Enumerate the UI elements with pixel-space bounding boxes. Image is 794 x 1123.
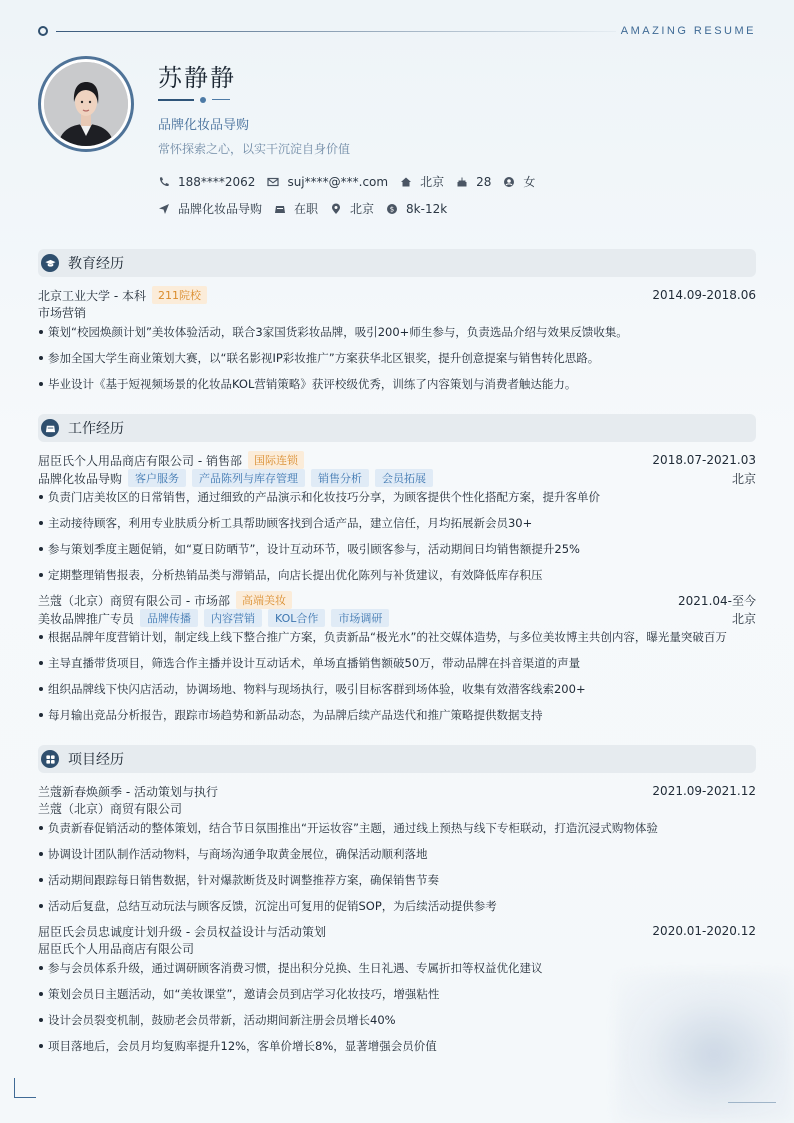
target-job-text: 品牌化妆品导购 [178,202,263,216]
skill-tag: KOL合作 [268,609,325,627]
project-date: 2020.01-2020.12 [652,924,756,938]
work-bullets [38,487,756,591]
target-city-item [330,200,374,217]
project-title: 屈臣氏会员忠诚度计划升级 - 会员权益设计与活动策划 [38,924,326,939]
grid-icon [41,750,59,768]
intention-row [158,200,459,217]
list-item: 根据品牌年度营销计划，制定线上线下整合推广方案，负责新品“极光水”的社交媒体造势，与多位美妆博主共创内容，曝光量突破百万 [38,627,756,653]
person-photo-icon [44,62,128,146]
email-text: suj****@***.com [287,174,389,189]
school-name: 北京工业大学 - 本科 [38,288,146,303]
education-section-header [38,249,756,277]
list-item: 毕业设计《基于短视频场景的化妆品KOL营销策略》获评校级优秀，训练了内容策划与消费者触达能力。 [38,374,756,400]
cake-icon [456,176,468,188]
list-item: 参加全国大学生商业策划大赛，以“联名影视IP彩妆推广”方案获华北区银奖，提升创意提案与销售转化思路。 [38,348,756,374]
work-title: 工作经历 [68,421,124,437]
top-ring-decoration [38,26,48,36]
location-pin-icon [330,203,342,215]
project-bullets [38,818,756,922]
skill-tag: 销售分析 [311,469,369,487]
education-date: 2014.09-2018.06 [652,288,756,302]
list-item: 负责新春促销活动的整体策划，结合节日氛围推出“开运妆容”主题，通过线上预热与线下专柜联动，打造沉浸式购物体验 [38,818,756,844]
gender-text: 女 [523,175,536,189]
work-role-row [38,469,756,487]
major: 市场营销 [38,306,87,320]
phone-item [158,175,255,189]
brand-label: AMAZING RESUME [620,25,756,37]
status-text: 在职 [294,202,319,216]
email-item [267,175,388,189]
skill-tag: 客户服务 [128,469,186,487]
list-item: 定期整理销售报表，分析热销品类与滞销品，向店长提出优化陈列与补货建议，有效降低库存积压 [38,565,756,591]
list-item: 每月输出竞品分析报告，跟踪市场趋势和新品动态，为品牌后续产品迭代和推广策略提供数据支持 [38,705,756,731]
work-date: 2021.04-至今 [678,593,756,608]
work-role-row [38,609,756,627]
work-header-row [38,591,756,609]
skill-tag: 市场调研 [331,609,389,627]
list-item: 负责门店美妆区的日常销售，通过细致的产品演示和化妆技巧分享，为顾客提供个性化搭配方案，提升客单价 [38,487,756,513]
list-item: 协调设计团队制作活动物料，与商场沟通争取黄金展位，确保活动顺利落地 [38,844,756,870]
company-tag: 高端美妆 [236,591,292,609]
project-org: 兰蔻（北京）商贸有限公司 [38,802,183,816]
home-icon [400,176,412,188]
work-bullets [38,627,756,731]
education-entry [38,286,756,400]
gender-item [503,173,535,190]
money-icon [386,203,398,215]
project-header-row [38,782,756,800]
phone-icon [158,176,170,188]
project-title: 兰蔻新春焕颜季 - 活动策划与执行 [38,784,218,799]
projects-section-header [38,745,756,773]
candidate-name: 苏静静 [158,64,236,92]
list-item: 活动期间跟踪每日销售数据，针对爆款断货及时调整推荐方案，确保销售节奏 [38,870,756,896]
list-item: 活动后复盘，总结互动玩法与顾客反馈，沉淀出可复用的促销SOP，为后续活动提供参考 [38,896,756,922]
education-header-row [38,286,756,304]
work-date: 2018.07-2021.03 [652,453,756,467]
list-item: 主动接待顾客，利用专业肤质分析工具帮助顾客找到合适产品，建立信任，月均拓展新会员30+ [38,513,756,539]
user-circle-icon [503,176,515,188]
age-item [456,175,491,189]
send-icon [158,203,170,215]
company-name: 兰蔻（北京）商贸有限公司 - 市场部 [38,593,230,608]
project-entry [38,782,756,922]
work-location: 北京 [731,611,756,626]
mail-icon [267,176,279,188]
work-location: 北京 [731,471,756,486]
school-tag: 211院校 [152,286,207,304]
education-bullets [38,322,756,400]
work-entry [38,451,756,591]
motto: 常怀探索之心，以实干沉淀自身价值 [158,142,351,156]
age-text: 28 [476,174,492,189]
education-title: 教育经历 [68,256,124,272]
list-item: 设计会员裂变机制，鼓励老会员带新，活动期间新注册会员增长40% [38,1010,756,1036]
project-date: 2021.09-2021.12 [652,784,756,798]
salary-text: 8k-12k [406,201,448,216]
project-header-row [38,922,756,940]
work-entry [38,591,756,731]
skill-tag: 品牌传播 [140,609,198,627]
target-job-item [158,200,262,217]
briefcase-icon [274,203,286,215]
salary-item [386,202,447,216]
city-text: 北京 [420,175,445,189]
company-tag: 国际连锁 [248,451,304,469]
work-section-header [38,414,756,442]
bottom-rule [728,1102,776,1103]
avatar [38,56,134,152]
list-item: 策划会员日主题活动，如“美妆课堂”，邀请会员到店学习化妆技巧，增强粘性 [38,984,756,1010]
target-city-text: 北京 [350,202,375,216]
briefcase-icon [41,419,59,437]
status-item [274,200,318,217]
top-rule [56,31,616,32]
phone-text: 188****2062 [178,174,256,189]
skill-tag: 产品陈列与库存管理 [192,469,305,487]
job-title: 品牌化妆品导购 [158,118,250,133]
contact-row [158,173,547,190]
list-item: 组织品牌线下快闪店活动，协调场地、物料与现场执行，吸引目标客群到场体验，收集有效潜客线索200+ [38,679,756,705]
projects-title: 项目经历 [68,752,124,768]
skill-tag: 内容营销 [204,609,262,627]
work-header-row [38,451,756,469]
role: 美妆品牌推广专员 [38,611,135,626]
svg-text:$: $ [389,205,395,214]
name-underline-decoration [158,96,238,104]
skill-tag: 会员拓展 [375,469,433,487]
list-item: 主导直播带货项目，筛选合作主播并设计互动话术，单场直播销售额破50万，带动品牌在抖音渠道的声量 [38,653,756,679]
city-item [400,173,444,190]
project-org: 屈臣氏个人用品商店有限公司 [38,942,195,956]
list-item: 策划“校园焕颜计划”美妆体验活动，联合3家国货彩妆品牌，吸引200+师生参与，负责选品介绍与效果反馈收集。 [38,322,756,348]
list-item: 参与策划季度主题促销，如“夏日防晒节”，设计互动环节，吸引顾客参与，活动期间日均销售额提升25% [38,539,756,565]
list-item: 项目落地后，会员月均复购率提升12%，客单价增长8%，显著增强会员价值 [38,1036,756,1062]
avatar-photo [44,62,128,146]
graduation-cap-icon [41,254,59,272]
corner-decoration [14,1078,36,1098]
role: 品牌化妆品导购 [38,471,123,486]
blurred-overlay [616,972,794,1123]
company-name: 屈臣氏个人用品商店有限公司 - 销售部 [38,453,242,468]
list-item: 参与会员体系升级，通过调研顾客消费习惯，提出积分兑换、生日礼遇、专属折扣等权益优化建议 [38,958,756,984]
